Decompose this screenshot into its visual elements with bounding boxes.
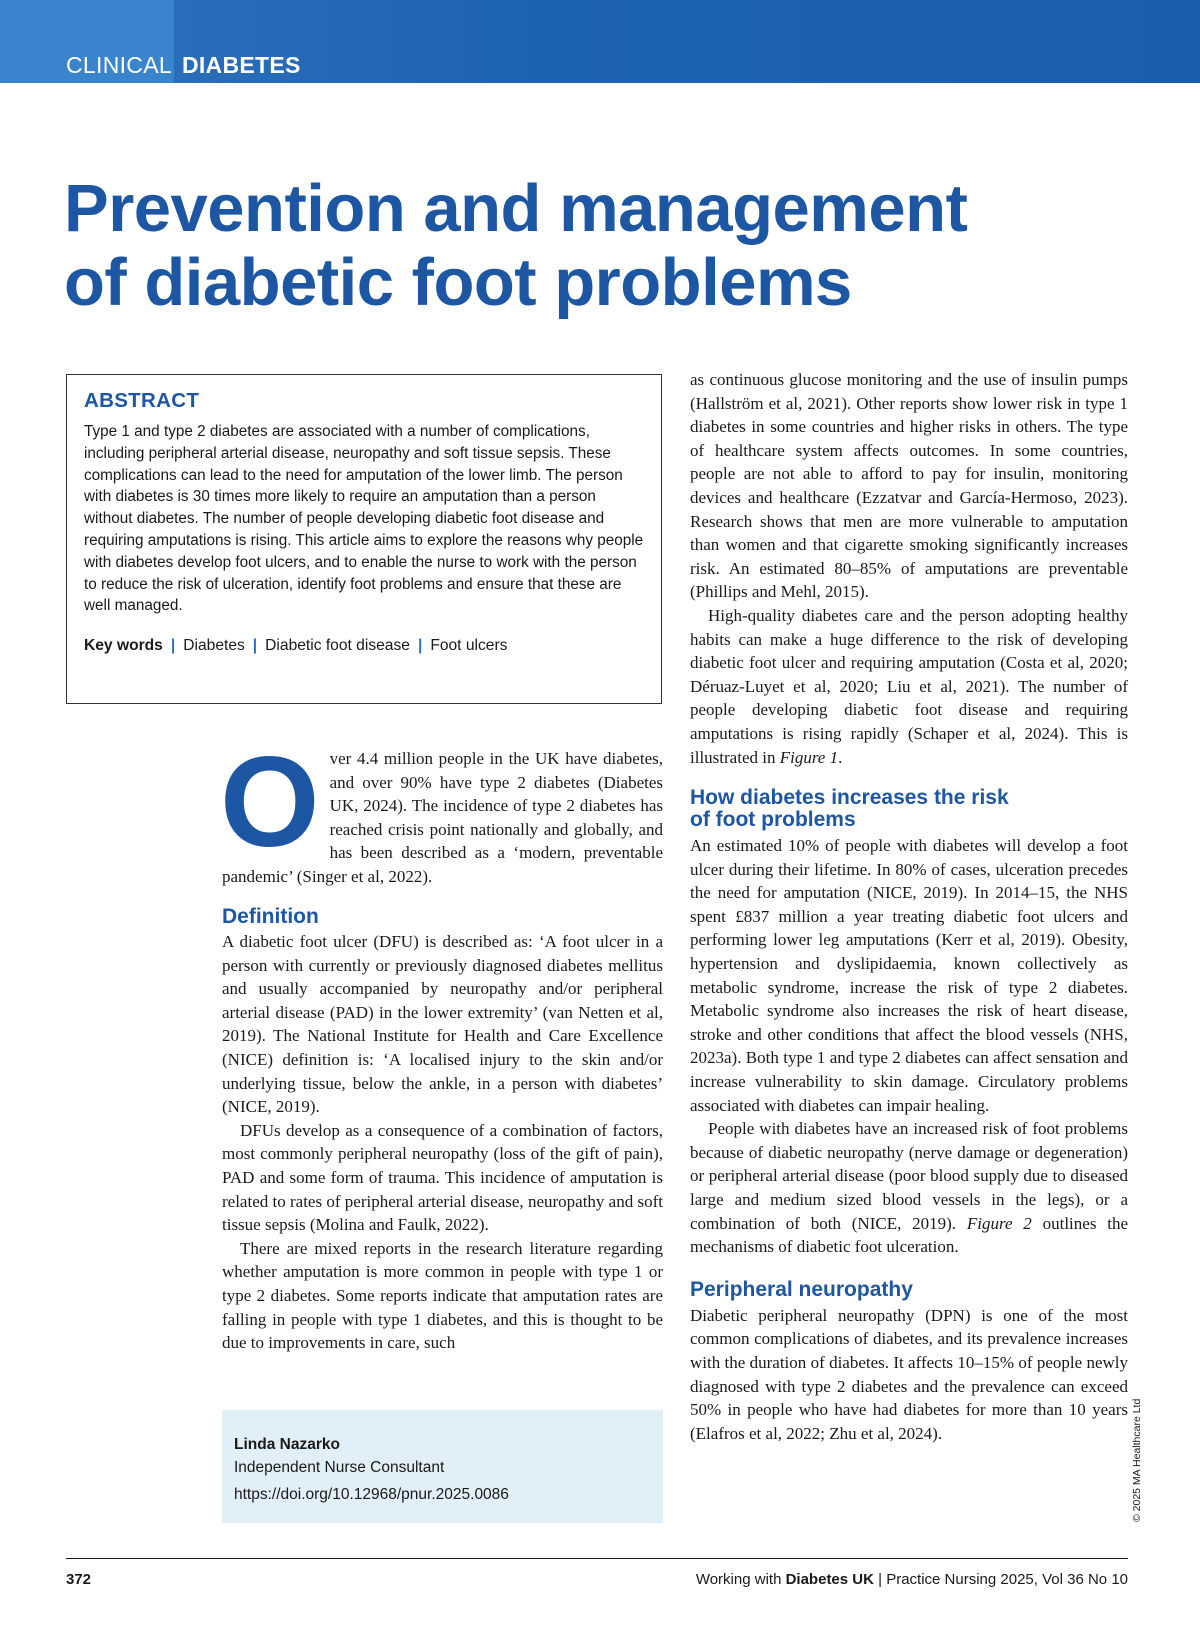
page-number: 372 bbox=[66, 1571, 92, 1588]
keyword: Diabetes bbox=[183, 637, 245, 655]
keywords-label: Key words bbox=[84, 637, 163, 655]
journal-info bbox=[696, 1571, 1128, 1588]
author-name: Linda Nazarko bbox=[234, 1436, 340, 1453]
footer-rule bbox=[66, 1558, 1128, 1559]
keyword-separator: | bbox=[417, 637, 423, 655]
body-paragraph: An estimated 10% of people with diabetes will develop a foot ulcer during their lifetime. In 80% of cases, ulceration precedes the need for amputation (NICE, 2019). In 2014–15, the NHS spent £837 million a year treating diabetic foot ulcers and performing lower leg amputations (Kerr et al, 2019). Obesity, hypertension and dyslipidaemia, known collectively as metabolic syndrome, increase the risk of type 2 diabetes. Metabolic syndrome also increases the risk of heart disease, stroke and other conditions that affect the blood vessels (NHS, 2023a). Both type 1 and type 2 diabetes can affect sensation and increase vulnerability to skin damage. Circulatory problems associated with diabetes can impair healing. bbox=[690, 836, 1128, 1115]
body-paragraph bbox=[690, 1117, 1128, 1259]
article-title bbox=[64, 172, 1064, 320]
risk-heading bbox=[690, 787, 1128, 831]
author-box bbox=[222, 1410, 663, 1523]
definition-heading: Definition bbox=[222, 905, 319, 928]
body-paragraph: DFUs develop as a consequence of a combination of factors, most commonly peripheral neuropathy (loss of the gift of pain), PAD and some form of trauma. This incidence of amputation is related to rates of peripheral arterial disease, neuropathy and soft tissue sepsis (Molina and Faulk, 2022). bbox=[222, 1120, 663, 1235]
body-text: People with diabetes have an increased risk of foot problems because of diabetic neuropathy (nerve damage or degeneration) or peripheral arterial disease (poor blood supply due to diseased large and medium sized blood vessels in the legs), or a combination of both (NICE, 2019). bbox=[690, 1119, 1128, 1233]
keyword: Diabetic foot disease bbox=[265, 637, 410, 655]
footer-journal: | Practice Nursing 2025, Vol 36 No 10 bbox=[878, 1571, 1128, 1588]
footer-pre: Working with bbox=[695, 1571, 782, 1588]
footer-brand: Diabetes UK bbox=[785, 1571, 874, 1588]
keyword: Foot ulcers bbox=[430, 637, 508, 655]
copyright-notice: © 2025 MA Healthcare Ltd bbox=[1131, 1398, 1143, 1522]
body-paragraph bbox=[690, 604, 1128, 769]
heading-line: of foot problems bbox=[690, 808, 856, 832]
section-label bbox=[66, 52, 301, 79]
body-text: outlines the mechanisms of diabetic foot ulceration. bbox=[690, 1213, 1129, 1257]
abstract-box bbox=[66, 374, 662, 704]
intro-paragraph bbox=[220, 731, 663, 889]
body-paragraph: A diabetic foot ulcer (DFU) is described as: ‘A foot ulcer in a person with currently or previously diagnosed diabetes mellitus and usually accompanied by neuropathy and/or peripheral arterial disease (PAD) in the lower extremity’ (van Netten et al, 2019). The National Institute for Health and Care Excellence (NICE) definition is: ‘A localised injury to the skin and/or underlying tissue, below the ankle, in a person with diabetes’ (NICE, 2019). bbox=[222, 932, 663, 1117]
abstract-text: Type 1 and type 2 diabetes are associated with a number of complications, including peripheral arterial disease, neuropathy and soft tissue sepsis. These complications can lead to the need for amputation of the lower limb. The person with diabetes is 30 times more likely to require an amputation than a person without diabetes. The number of people developing diabetic foot disease and requiring amputations is rising. This article aims to explore the reasons why people with diabetes develop foot ulcers, and to enable the nurse to work with the person to reduce the risk of ulceration, identify foot problems and ensure that these are well managed. bbox=[84, 423, 644, 615]
body-paragraph: Diabetic peripheral neuropathy (DPN) is one of the most common complications of diabetes, and its prevalence increases with the duration of diabetes. It affects 10–15% of people newly diagnosed with type 2 diabetes and the prevalence can exceed 50% in people who have had diabetes for more than 10 years (Elafros et al, 2022; Zhu et al, 2024). bbox=[690, 1305, 1128, 1443]
body-text: . bbox=[838, 747, 843, 767]
intro-text: ver 4.4 million people in the UK have diabetes, and over 90% have type 2 diabetes (Diabetes UK, 2024). The incidence of type 2 diabetes has reached crisis point nationally and globally, and has been described as a ‘modern, preventable pandemic’ (Singer et al, 2022). bbox=[222, 749, 663, 886]
body-paragraph: as continuous glucose monitoring and the use of insulin pumps (Hallström et al, 2021). Other reports show lower risk in type 1 diabetes in some countries and higher risks in others. The type of healthcare system affects outcomes. In some countries, people are not able to afford to pay for insulin, monitoring devices and healthcare (Ezzatvar and García-Hermoso, 2023). Research shows that men are more vulnerable to amputation than women and that cigarette smoking significantly increases risk. An estimated 80–85% of amputations are preventable (Phillips and Mehl, 2015). bbox=[690, 370, 1128, 602]
body-text: High-quality diabetes care and the person adopting healthy habits can make a huge difference to the risk of developing diabetic foot ulcer and requiring amputation (Costa et al, 2020; Déruaz-Luyet et al, 2020; Liu et al, 2021). The number of people developing diabetic foot disease and requiring amputations is rising rapidly (Schaper et al, 2024). This is illustrated in bbox=[690, 605, 1128, 767]
section-name: CLINICAL bbox=[66, 52, 172, 78]
figure-ref: Figure 1 bbox=[779, 747, 839, 767]
title-line-1: Prevention and management bbox=[64, 171, 968, 246]
neuropathy-heading: Peripheral neuropathy bbox=[690, 1277, 913, 1301]
right-column bbox=[690, 368, 1128, 1445]
doi-link[interactable]: https://doi.org/10.12968/pnur.2025.0086 bbox=[234, 1486, 509, 1503]
abstract-heading: ABSTRACT bbox=[84, 389, 200, 412]
author-role: Independent Nurse Consultant bbox=[234, 1459, 445, 1476]
keyword-separator: | bbox=[252, 637, 258, 655]
body-paragraph: There are mixed reports in the research literature regarding whether amputation is more common in people with type 1 or type 2 diabetes. Some reports indicate that amputation rates are falling in people with type 1 diabetes, and this is thought to be due to improvements in care, such bbox=[222, 1238, 663, 1353]
header-banner bbox=[0, 0, 1200, 83]
keyword-separator: | bbox=[170, 637, 176, 655]
keywords bbox=[84, 637, 644, 655]
subsection-name: DIABETES bbox=[181, 52, 301, 78]
figure-ref: Figure 2 bbox=[966, 1213, 1032, 1233]
title-line-2: of diabetic foot problems bbox=[64, 245, 852, 320]
left-column bbox=[222, 906, 663, 1355]
drop-cap: O bbox=[220, 731, 320, 874]
heading-line: How diabetes increases the risk bbox=[690, 786, 1009, 810]
